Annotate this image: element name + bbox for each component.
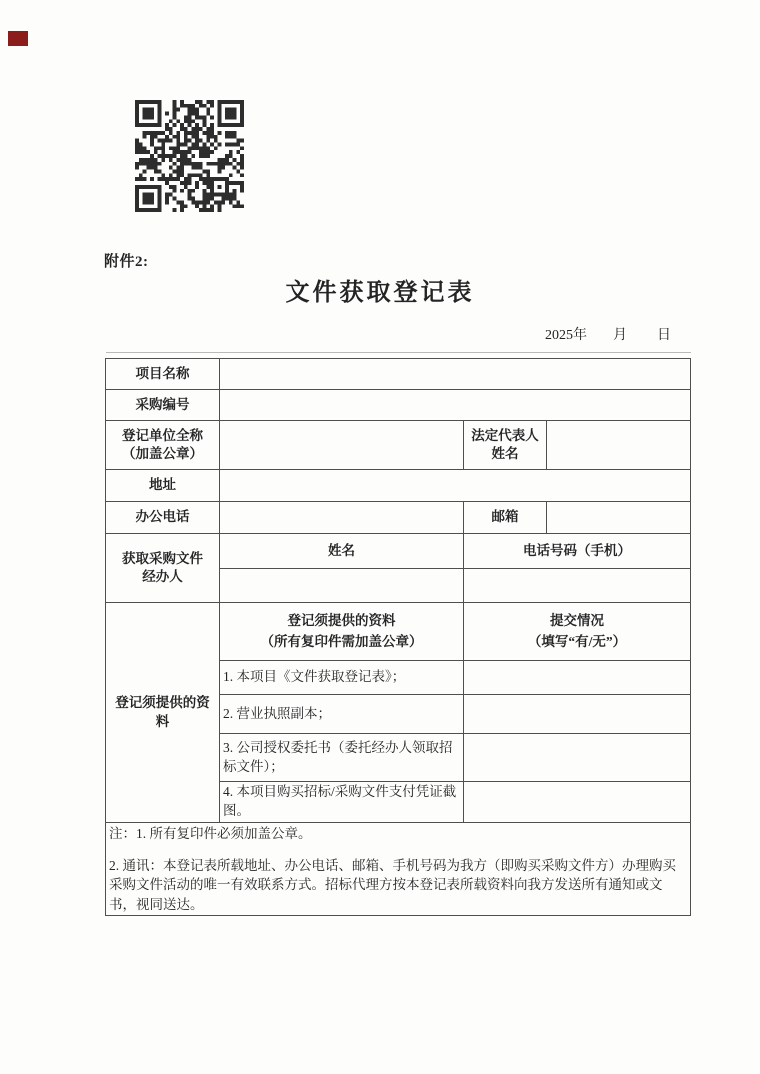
table-row <box>106 502 691 534</box>
legal-rep-label: 法定代表人 姓名 <box>464 421 547 470</box>
date-line <box>105 324 671 344</box>
unit-name-value <box>220 421 464 470</box>
email-label: 邮箱 <box>464 502 547 534</box>
scan-artifact-red-mark <box>8 31 28 46</box>
registration-table <box>105 358 691 916</box>
scan-artifact-line <box>106 352 691 353</box>
table-row <box>106 390 691 421</box>
project-name-label: 项目名称 <box>106 359 220 390</box>
attachment-label: 附件2: <box>104 254 149 270</box>
doc-item-2-status <box>464 695 691 734</box>
table-row <box>106 823 691 916</box>
date-day: 日 <box>657 328 671 343</box>
note-1: 注：1. 所有复印件必须加盖公章。 <box>109 826 312 841</box>
address-label: 地址 <box>106 470 220 502</box>
page-title: 文件获取登记表 <box>285 280 475 306</box>
handler-phone-value <box>464 569 691 603</box>
doc-item-1: 1. 本项目《文件获取登记表》； <box>220 661 464 695</box>
doc-item-1-status <box>464 661 691 695</box>
project-name-value <box>220 359 691 390</box>
note-2: 2. 通讯：本登记表所载地址、办公电话、邮箱、手机号码为我方（即购买采购文件方）办理购买采购文件活动的唯一有效联系方式。招标代理方按本登记表所载资料向我方发送所有通知或文书，视同送达。 <box>109 857 676 912</box>
doc-item-2: 2. 营业执照副本； <box>220 695 464 734</box>
doc-item-3: 3. 公司授权委托书（委托经办人领取招标文件）； <box>220 734 464 782</box>
handler-phone-header: 电话号码（手机） <box>464 534 691 569</box>
office-phone-label: 办公电话 <box>106 502 220 534</box>
procurement-no-label: 采购编号 <box>106 390 220 421</box>
docs-header: 登记须提供的资料 （所有复印件需加盖公章） <box>220 603 464 661</box>
doc-item-4: 4. 本项目购买招标/采购文件支付凭证截图。 <box>220 782 464 823</box>
handler-label: 获取采购文件 经办人 <box>106 534 220 603</box>
unit-name-label: 登记单位全称 （加盖公章） <box>106 421 220 470</box>
table-row <box>106 603 691 661</box>
docs-section-label: 登记须提供的资料 <box>106 603 220 823</box>
legal-rep-value <box>547 421 691 470</box>
table-row <box>106 470 691 502</box>
table-row <box>106 534 691 569</box>
date-year: 2025年 <box>545 328 587 343</box>
date-month: 月 <box>613 328 627 343</box>
email-value <box>547 502 691 534</box>
procurement-no-value <box>220 390 691 421</box>
doc-item-3-status <box>464 734 691 782</box>
doc-item-4-status <box>464 782 691 823</box>
office-phone-value <box>220 502 464 534</box>
submit-status-header: 提交情况 （填写“有/无”） <box>464 603 691 661</box>
table-row <box>106 359 691 390</box>
handler-name-header: 姓名 <box>220 534 464 569</box>
table-row <box>106 421 691 470</box>
address-value <box>220 470 691 502</box>
qr-code-icon <box>135 100 244 212</box>
notes-cell <box>106 823 691 916</box>
handler-name-value <box>220 569 464 603</box>
